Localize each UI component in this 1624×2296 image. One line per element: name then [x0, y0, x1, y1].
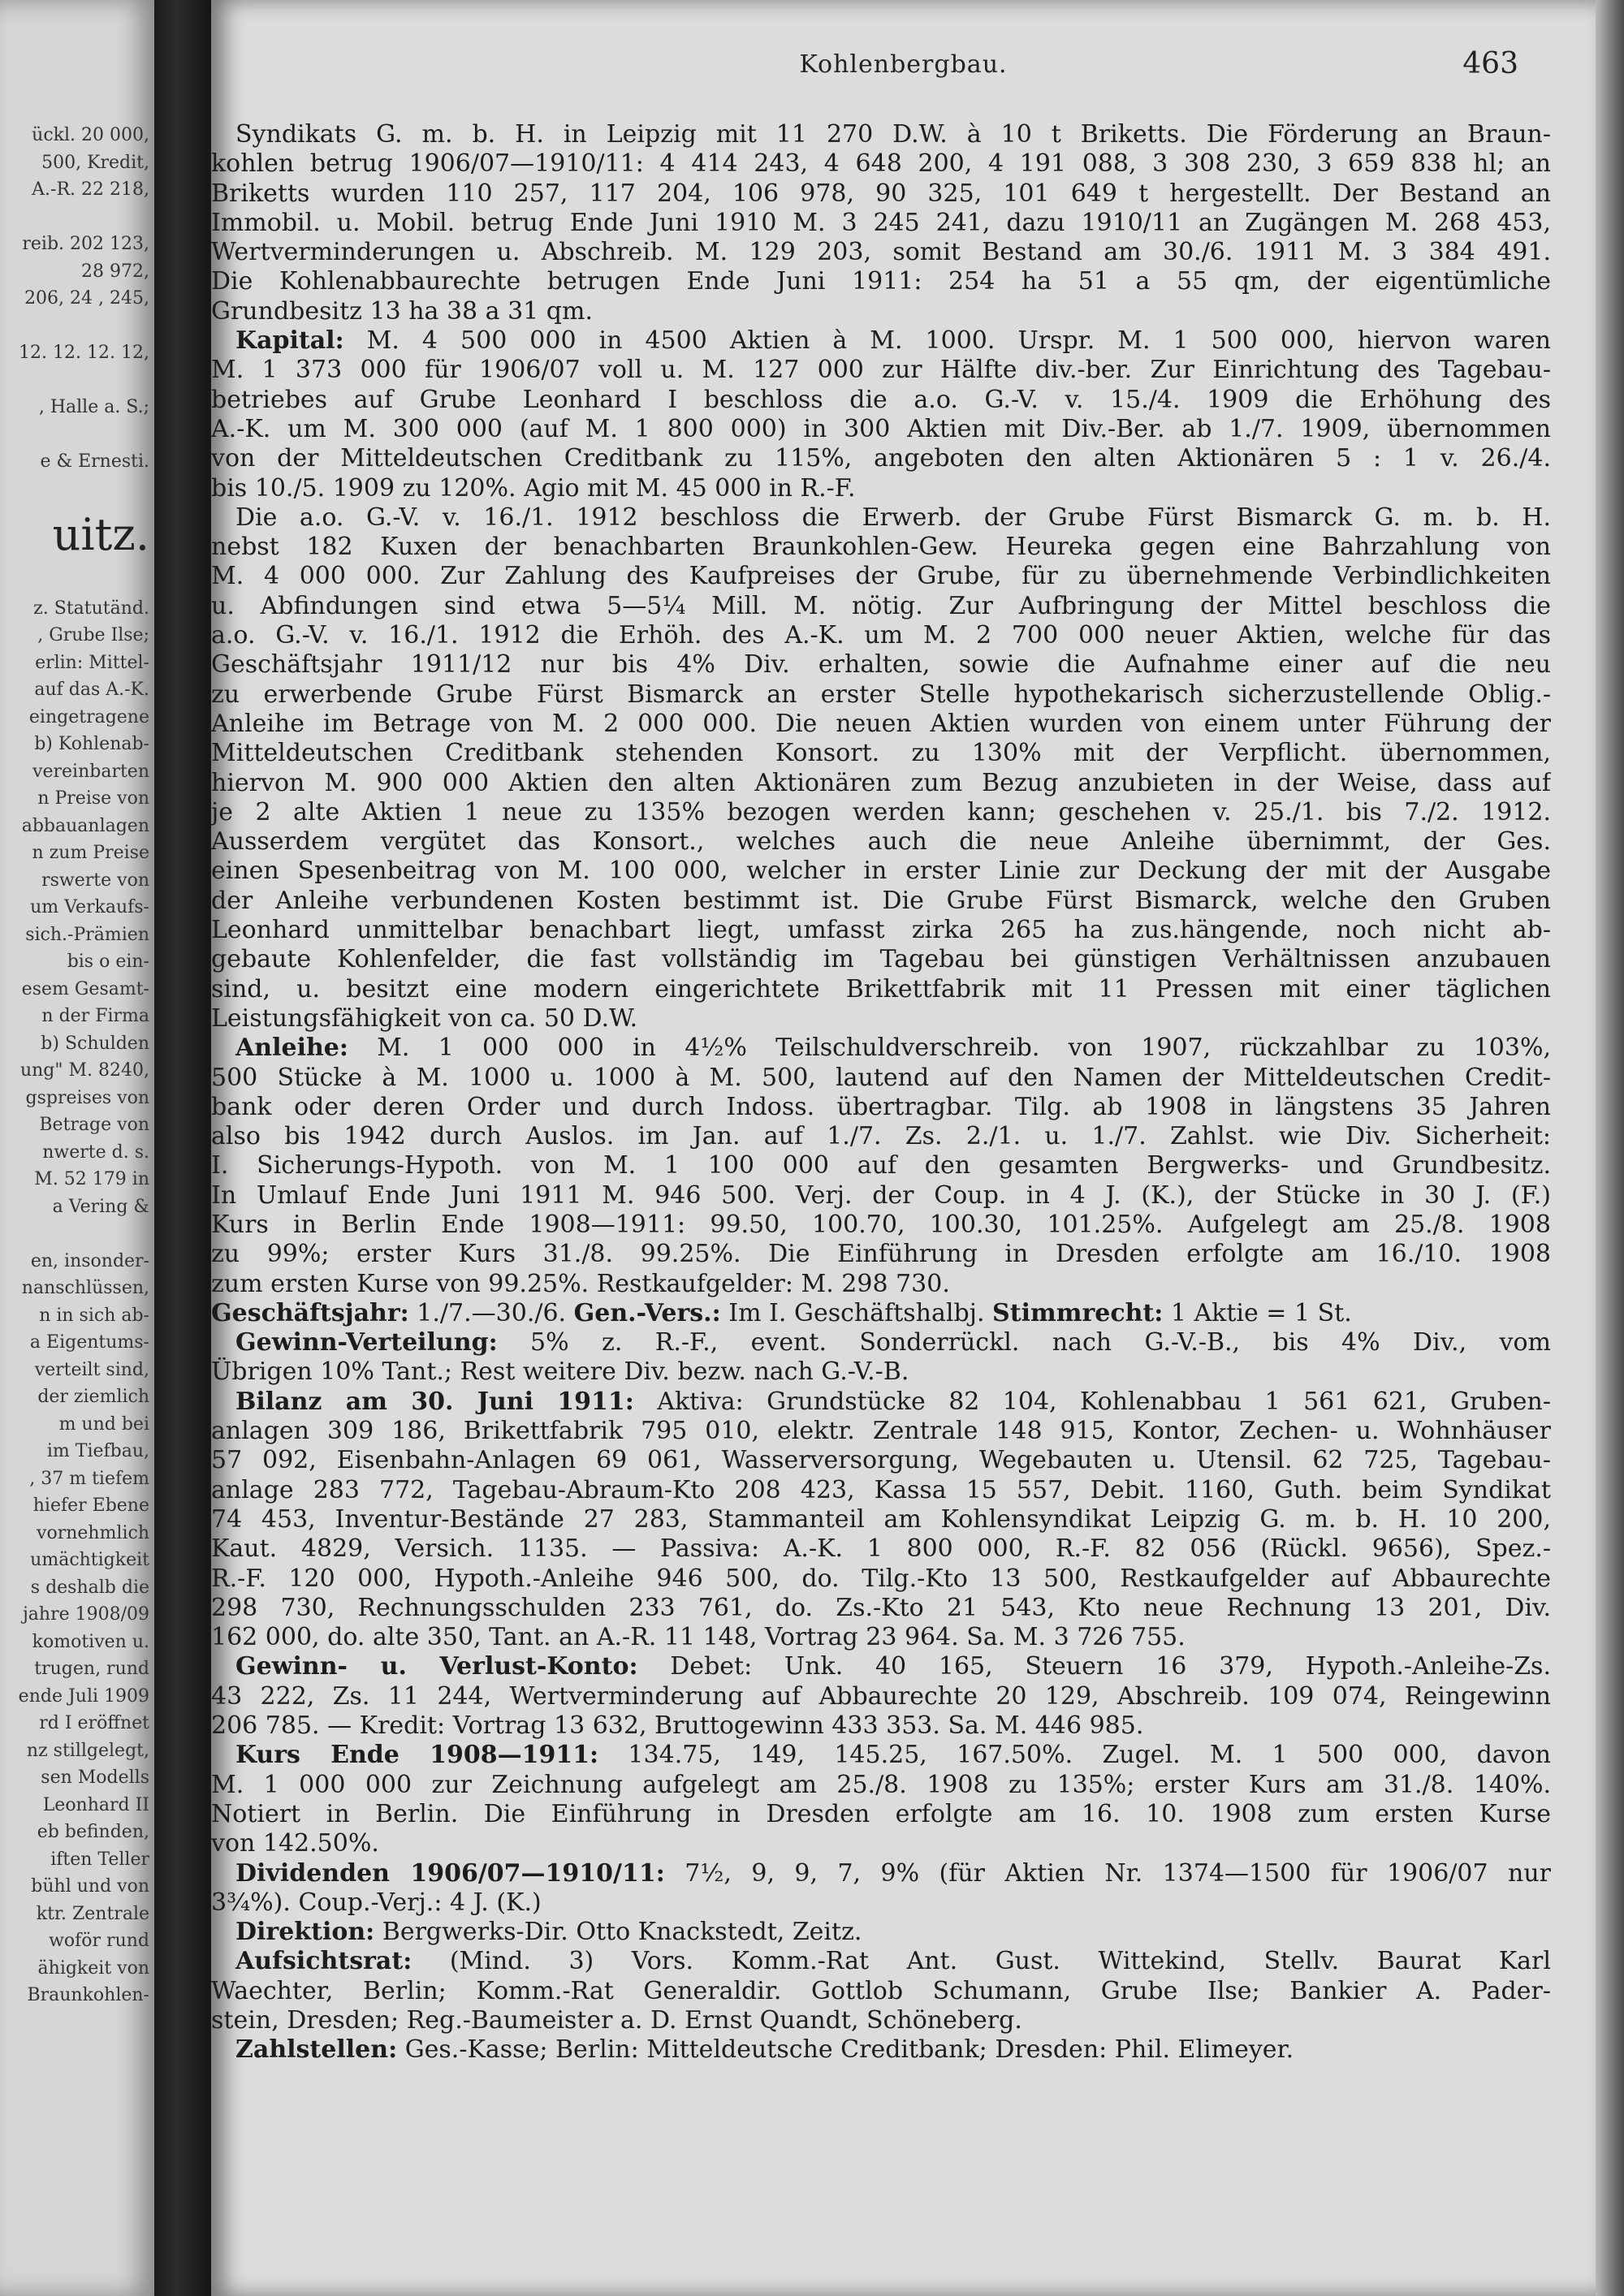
- left-page-line: a Eigentums-: [29, 1332, 149, 1353]
- left-page-line: b) Schulden: [41, 1033, 149, 1054]
- left-page-line: iften Teller: [50, 1849, 149, 1870]
- left-page-line: esem Gesamt-: [21, 978, 149, 999]
- text-line: [211, 1181, 1551, 1211]
- text-run: a.o. G.-V. v. 16./1. 1912 die Erhöh. des A.-K. um M. 2 700 000 neuer Aktien, welche für das: [211, 621, 1551, 650]
- text-run: Leonhard unmittelbar benachbart liegt, umfasst zirka 265 ha zus.hängende, noch nicht ab-: [211, 916, 1551, 945]
- section-heading: Gewinn- u. Verlust-Konto:: [211, 1652, 638, 1681]
- text-run: sind, u. besitzt eine modern eingerichtete Brikettfabrik mit 11 Pressen mit einer täglichen: [211, 974, 1551, 1003]
- section-heading: Gen.-Vers.:: [573, 1298, 721, 1327]
- left-page-line: , Halle a. S.;: [38, 397, 149, 417]
- paragraph: [211, 503, 1551, 1034]
- left-page-line: nwerte d. s.: [42, 1142, 149, 1163]
- paragraph: [211, 2035, 1551, 2065]
- left-page-line: eingetragene: [28, 706, 149, 727]
- left-page-line: uitz.: [52, 509, 149, 560]
- left-page-line: vornehmlich: [37, 1522, 149, 1543]
- running-head: Kohlenbergbau.: [799, 50, 1008, 79]
- page-body: [211, 120, 1551, 2065]
- text-line: [211, 1771, 1551, 1800]
- text-line: [211, 1800, 1551, 1829]
- text-run: betriebes auf Grube Leonhard I beschloss die a.o. G.-V. v. 15./4. 1909 die Erhöhung des: [211, 385, 1551, 414]
- text-run: Bergwerks-Dir. Otto Knackstedt, Zeitz.: [374, 1918, 862, 1947]
- paragraph: [211, 1328, 1551, 1388]
- text-line: [211, 1211, 1551, 1240]
- text-line: [211, 1240, 1551, 1269]
- text-line: [211, 1859, 1551, 1888]
- text-run: Leistungsfähigkeit von ca. 50 D.W.: [211, 1003, 638, 1033]
- text-run: R.-F. 120 000, Hypoth.-Anleihe 946 500, do. Tilg.-Kto 13 500, Restkaufgelder auf Abbaurechte: [211, 1564, 1551, 1593]
- text-run: Wertverminderungen u. Abschreib. M. 129 203, somit Bestand am 30./6. 1911 M. 3 384 491.: [211, 238, 1551, 267]
- text-line: [211, 769, 1551, 798]
- text-run: I. Sicherungs-Hypoth. von M. 1 100 000 auf den gesamten Bergwerks- und Grundbesitz.: [211, 1151, 1551, 1180]
- left-page-line: 206, 24 , 245,: [24, 288, 149, 309]
- text-run: 162 000, do. alte 350, Tant. an A.-R. 11 148, Vortrag 23 964. Sa. M. 3 726 755.: [211, 1623, 1186, 1652]
- left-page-line: bühl und von: [31, 1876, 149, 1897]
- text-line: [211, 1093, 1551, 1122]
- text-line: [211, 887, 1551, 916]
- left-page-line: bis o ein-: [67, 952, 149, 972]
- text-run: Im I. Geschäftshalbj.: [720, 1298, 993, 1327]
- section-heading: Geschäftsjahr:: [211, 1298, 409, 1327]
- text-line: [211, 1446, 1551, 1475]
- text-line: [211, 1888, 1551, 1918]
- left-page-line: a Vering &: [52, 1196, 149, 1217]
- left-page-line: jahre 1908/09: [22, 1604, 149, 1625]
- left-page-line: rswerte von: [41, 870, 149, 891]
- left-page-line: M. 52 179 in: [34, 1169, 149, 1189]
- left-page-line: n Preise von: [37, 788, 149, 809]
- left-page-line: ende Juli 1909: [18, 1685, 149, 1707]
- section-heading: Aufsichtsrat:: [211, 1947, 412, 1976]
- text-run: M. 1 373 000 für 1906/07 voll u. M. 127 000 zur Hälfte div.-ber. Zur Einrichtung des Tagebau-: [211, 356, 1551, 385]
- text-run: 7½, 9, 9, 7, 9% (für Aktien Nr. 1374—1500 für 1906/07 nur: [664, 1858, 1551, 1888]
- text-line: [211, 562, 1551, 591]
- text-run: 206 785. — Kredit: Vortrag 13 632, Bruttogewinn 433 353. Sa. M. 446 985.: [211, 1711, 1144, 1741]
- left-page-line: ktr. Zentrale: [36, 1903, 149, 1924]
- text-line: [211, 2006, 1551, 2035]
- text-run: M. 4 000 000. Zur Zahlung des Kaufpreises der Grube, für zu übernehmende Verbindlichkeiten: [211, 562, 1551, 591]
- left-page-line: [5, 313, 149, 340]
- paragraph: [211, 326, 1551, 503]
- text-run: Mitteldeutschen Creditbank stehenden Konsort. zu 130% mit der Verpflicht. übernommen,: [211, 739, 1551, 768]
- left-page-line: n zum Preise: [32, 843, 149, 863]
- text-line: [211, 798, 1551, 827]
- text-line: [211, 1741, 1551, 1770]
- text-run: Die Kohlenabbaurechte betrugen Ende Juni 1911: 254 ha 51 a 55 qm, der eigentümliche: [211, 267, 1551, 296]
- left-page-line: trugen, rund: [34, 1659, 149, 1679]
- text-line: [211, 179, 1551, 209]
- text-line: [211, 1534, 1551, 1564]
- text-line: [211, 1564, 1551, 1594]
- text-run: bis 10./5. 1909 zu 120%. Agio mit M. 45 000 in R.-F.: [211, 473, 856, 503]
- left-page-line: komotiven u.: [32, 1631, 149, 1652]
- text-run: Aktiva: Grundstücke 82 104, Kohlenabbau 1 561 621, Gruben-: [633, 1387, 1551, 1416]
- text-line: [211, 1682, 1551, 1711]
- left-page-line: abbauanlagen: [21, 815, 149, 836]
- left-page-line: rd I eröffnet: [39, 1713, 149, 1733]
- left-page-line: Betrage von: [39, 1115, 149, 1135]
- text-line: [211, 1299, 1551, 1328]
- left-page-line: 500, Kredit,: [41, 152, 149, 173]
- text-line: [211, 386, 1551, 415]
- text-run: 74 453, Inventur-Bestände 27 283, Stammanteil am Kohlensyndikat Leipzig G. m. b. H. 10 200,: [211, 1504, 1551, 1534]
- text-line: [211, 1388, 1551, 1417]
- left-page-line: sich.-Prämien: [25, 924, 149, 945]
- text-run: bank oder deren Order und durch Indoss. übertragbar. Tilg. ab 1908 in längstens 35 Jahren: [211, 1092, 1551, 1121]
- left-page-line: nanschlüssen,: [21, 1278, 149, 1298]
- text-run: 5% z. R.-F., event. Sonderrückl. nach G.-V.-B., bis 4% Div., vom: [497, 1328, 1551, 1357]
- left-page-line: umächtigkeit: [30, 1550, 149, 1570]
- text-line: [211, 1505, 1551, 1534]
- text-run: zu 99%; erster Kurs 31./8. 99.25%. Die Einführung in Dresden erfolgte am 16./10. 1908: [211, 1240, 1551, 1269]
- text-run: also bis 1942 durch Auslos. im Jan. auf 1./7. Zs. 2./1. u. 1./7. Zahlst. wie Div. Sicherheit:: [211, 1122, 1551, 1151]
- left-page-line: verteilt sind,: [34, 1359, 149, 1380]
- text-run: 134.75, 149, 145.25, 167.50%. Zugel. M. 1 500 000, davon: [598, 1741, 1551, 1770]
- text-line: [211, 1357, 1551, 1387]
- text-line: [211, 415, 1551, 444]
- left-page-line: vereinbarten: [32, 761, 149, 782]
- left-page-line: A.-R. 22 218,: [32, 179, 149, 200]
- left-page-line: ung" M. 8240,: [19, 1060, 149, 1081]
- text-line: [211, 1623, 1551, 1652]
- left-page-line: , Grube Ilse;: [37, 625, 149, 645]
- text-run: 500 Stücke à M. 1000 u. 1000 à M. 500, lautend auf den Namen der Mitteldeutschen Credit-: [211, 1063, 1551, 1092]
- text-run: Syndikats G. m. b. H. in Leipzig mit 11 270 D.W. à 10 t Briketts. Die Förderung an Braun-: [211, 120, 1551, 149]
- text-line: [211, 474, 1551, 503]
- paragraph: [211, 1918, 1551, 1947]
- left-page-line: [5, 204, 149, 231]
- section-heading: Kapital:: [211, 326, 344, 356]
- text-run: 3¾%). Coup.-Verj.: 4 J. (K.): [211, 1888, 542, 1917]
- text-line: [211, 533, 1551, 562]
- left-page-line: [5, 568, 149, 595]
- text-line: [211, 1328, 1551, 1357]
- text-line: [211, 297, 1551, 326]
- text-run: In Umlauf Ende Juni 1911 M. 946 500. Verj. der Coup. in 4 J. (K.), der Stücke in 30 J. (F.): [211, 1180, 1551, 1210]
- text-line: [211, 621, 1551, 650]
- text-run: Ausserdem vergütet das Konsort., welches auch die neue Anleihe übernimmt, der Ges.: [211, 827, 1551, 857]
- text-line: [211, 857, 1551, 886]
- left-page-line: auf das A.-K.: [34, 680, 149, 700]
- text-line: [211, 1711, 1551, 1741]
- text-run: stein, Dresden; Reg.-Baumeister a. D. Ernst Quandt, Schöneberg.: [211, 2006, 1022, 2035]
- text-line: [211, 209, 1551, 238]
- section-heading: Gewinn-Verteilung:: [211, 1328, 498, 1357]
- text-run: 43 222, Zs. 11 244, Wertverminderung auf Abbaurechte 20 129, Abschreib. 109 074, Reingewinn: [211, 1681, 1551, 1711]
- text-run: anlage 283 772, Tagebau-Abraum-Kto 208 423, Kassa 15 557, Debit. 1160, Guth. beim Syndikat: [211, 1475, 1551, 1504]
- text-run: Kaut. 4829, Versich. 1135. — Passiva: A.-K. 1 800 000, R.-F. 82 056 (Rückl. 9656), Spez.-: [211, 1534, 1551, 1564]
- text-run: Anleihe im Betrage von M. 2 000 000. Die neuen Aktien wurden von einem unter Führung der: [211, 709, 1551, 738]
- left-page-line: ückl. 20 000,: [32, 125, 149, 145]
- left-page-line: n der Firma: [41, 1006, 149, 1026]
- text-run: Briketts wurden 110 257, 117 204, 106 978, 90 325, 101 649 t hergestellt. Der Bestand an: [211, 179, 1551, 208]
- text-run: Waechter, Berlin; Komm.-Rat Generaldir. Gottlob Schumann, Grube Ilse; Bankier A. Pader-: [211, 1976, 1551, 2005]
- left-page-line: [5, 476, 149, 503]
- section-heading: Kurs Ende 1908—1911:: [211, 1741, 599, 1770]
- text-line: [211, 1151, 1551, 1180]
- text-line: [211, 238, 1551, 267]
- text-line: [211, 120, 1551, 149]
- paragraph: [211, 1741, 1551, 1858]
- text-run: Debet: Unk. 40 165, Steuern 16 379, Hypoth.-Anleihe-Zs.: [637, 1652, 1551, 1681]
- paragraph: [211, 120, 1551, 326]
- text-run: 57 092, Eisenbahn-Anlagen 69 061, Wasserversorgung, Wegebauten u. Utensil. 62 725, Tagebau-: [211, 1446, 1551, 1475]
- paragraph: [211, 1947, 1551, 2035]
- left-page-line: n in sich ab-: [39, 1305, 149, 1326]
- text-run: Grundbesitz 13 ha 38 a 31 qm.: [211, 296, 593, 326]
- text-run: (Mind. 3) Vors. Komm.-Rat Ant. Gust. Wittekind, Stellv. Baurat Karl: [412, 1947, 1551, 1976]
- left-page-line: [5, 1220, 149, 1248]
- text-line: [211, 1270, 1551, 1299]
- text-run: Ges.-Kasse; Berlin: Mitteldeutsche Creditbank; Dresden: Phil. Elimeyer.: [397, 2035, 1294, 2065]
- text-line: [211, 945, 1551, 974]
- left-page-line: ähigkeit von: [37, 1957, 149, 1979]
- text-run: 1 Aktie = 1 St.: [1163, 1298, 1352, 1327]
- left-page-line: gspreises von: [25, 1087, 149, 1108]
- text-line: [211, 444, 1551, 473]
- paragraph: [211, 1388, 1551, 1653]
- text-run: Geschäftsjahr 1911/12 nur bis 4% Div. erhalten, sowie die Aufnahme einer auf die neu: [211, 650, 1551, 680]
- text-run: M. 1 000 000 zur Zeichnung aufgelegt am 25./8. 1908 zu 135%; erster Kurs am 31./8. 140%.: [211, 1770, 1551, 1799]
- text-run: gebaute Kohlenfelder, die fast vollständig im Tagebau bei günstigen Verhältnissen anzubauen: [211, 945, 1551, 974]
- text-run: M. 1 000 000 in 4½% Teilschuldverschreib. von 1907, rückzahlbar zu 103%,: [348, 1034, 1551, 1063]
- text-line: [211, 1977, 1551, 2006]
- page-number: 463: [1462, 47, 1518, 80]
- text-run: der Anleihe verbundenen Kosten bestimmt ist. Die Grube Fürst Bismarck, welche den Gruben: [211, 886, 1551, 915]
- text-run: Übrigen 10% Tant.; Rest weitere Div. bezw. nach G.-V.-B.: [211, 1357, 909, 1387]
- text-run: einen Spesenbeitrag von M. 100 000, welcher in erster Linie zur Deckung der mit der Ausgabe: [211, 857, 1551, 886]
- left-page-line: b) Kohlenab-: [34, 734, 149, 754]
- book-gutter: [154, 0, 211, 2296]
- text-line: [211, 1918, 1551, 1947]
- left-page-line: woför rund: [49, 1931, 149, 1951]
- text-line: [211, 356, 1551, 385]
- text-run: 1./7.—30./6.: [408, 1298, 574, 1327]
- left-page-line: Leonhard II: [42, 1794, 149, 1815]
- paragraph: [211, 1859, 1551, 1918]
- left-page-line: s deshalb die: [30, 1577, 149, 1598]
- text-run: Kurs in Berlin Ende 1908—1911: 99.50, 100.70, 100.30, 101.25%. Aufgelegt am 25./8. 1908: [211, 1210, 1551, 1239]
- left-page-line: Braunkohlen-: [27, 1985, 149, 2005]
- text-run: hiervon M. 900 000 Aktien den alten Aktionären zum Bezug anzubieten in der Weise, dass auf: [211, 768, 1551, 797]
- text-run: anlagen 309 186, Brikettfabrik 795 010, elektr. Zentrale 148 915, Kontor, Zechen- u. Wohnhäuser: [211, 1417, 1551, 1446]
- section-heading: Bilanz am 30. Juni 1911:: [211, 1387, 634, 1416]
- left-page-line: erlin: Mittel-: [35, 652, 149, 673]
- text-run: Immobil. u. Mobil. betrug Ende Juni 1910 M. 3 245 241, dazu 1910/11 an Zugängen M. 268 453,: [211, 208, 1551, 237]
- left-page-line: 12. 12. 12. 12,: [19, 343, 149, 363]
- text-run: je 2 alte Aktien 1 neue zu 135% bezogen werden kann; geschehen v. 25./1. bis 7./2. 1912.: [211, 797, 1551, 826]
- page-edge: [1596, 0, 1624, 2296]
- section-heading: Stimmrecht:: [992, 1298, 1164, 1327]
- text-line: [211, 1417, 1551, 1446]
- text-line: [211, 1652, 1551, 1681]
- text-run: 298 730, Rechnungsschulden 233 761, do. Zs.-Kto 21 543, Kto neue Rechnung 13 201, Div.: [211, 1593, 1551, 1622]
- left-page-line: z. Statutänd.: [33, 598, 149, 619]
- text-line: [211, 326, 1551, 356]
- section-heading: Dividenden 1906/07—1910/11:: [211, 1858, 665, 1888]
- left-page-line: um Verkaufs-: [30, 897, 149, 917]
- left-page-line: reib. 202 123,: [22, 234, 149, 254]
- text-line: [211, 592, 1551, 621]
- text-line: [211, 149, 1551, 179]
- text-line: [211, 975, 1551, 1004]
- text-line: [211, 1004, 1551, 1034]
- text-run: A.-K. um M. 300 000 (auf M. 1 800 000) in 300 Aktien mit Div.-Ber. ab 1./7. 1909, übernommen: [211, 414, 1551, 443]
- section-heading: Anleihe:: [211, 1034, 348, 1063]
- paragraph: [211, 1034, 1551, 1299]
- text-line: [211, 1034, 1551, 1063]
- left-page-line: [5, 367, 149, 395]
- text-line: [211, 1947, 1551, 1976]
- text-run: u. Abfindungen sind etwa 5—5¼ Mill. M. nötig. Zur Aufbringung der Mittel beschloss die: [211, 591, 1551, 620]
- text-line: [211, 1122, 1551, 1151]
- text-run: nebst 182 Kuxen der benachbarten Braunkohlen-Gew. Heureka gegen eine Bahrzahlung von: [211, 533, 1551, 562]
- left-page-line: hiefer Ebene: [32, 1495, 149, 1516]
- left-page-line: eb befinden,: [37, 1822, 149, 1842]
- text-run: kohlen betrug 1906/07—1910/11: 4 414 243, 4 648 200, 4 191 088, 3 308 230, 3 659 838 hl; an: [211, 149, 1551, 179]
- left-page-line: der ziemlich: [37, 1387, 149, 1407]
- paragraph: [211, 1652, 1551, 1741]
- text-run: M. 4 500 000 in 4500 Aktien à M. 1000. Urspr. M. 1 500 000, hiervon waren: [343, 326, 1551, 356]
- text-line: [211, 2035, 1551, 2065]
- text-line: [211, 650, 1551, 680]
- left-page-text: [5, 122, 149, 2009]
- text-line: [211, 680, 1551, 710]
- left-page-line: m und bei: [58, 1413, 149, 1435]
- left-page-line: sen Modells: [41, 1767, 149, 1788]
- left-page-line: [5, 421, 149, 449]
- text-run: zu erwerbende Grube Fürst Bismarck an erster Stelle hypothekarisch sicherzustellende Oblig.-: [211, 680, 1551, 709]
- left-page-margin: [0, 0, 154, 2296]
- text-line: [211, 1829, 1551, 1858]
- text-line: [211, 1594, 1551, 1623]
- left-page-line: , 37 m tiefem: [29, 1468, 149, 1489]
- text-run: von der Mitteldeutschen Creditbank zu 115%, angeboten den alten Aktionären 5 : 1 v. 26./4.: [211, 444, 1551, 473]
- text-run: Die a.o. G.-V. v. 16./1. 1912 beschloss die Erwerb. der Grube Fürst Bismarck G. m. b. H.: [211, 503, 1551, 532]
- text-run: von 142.50%.: [211, 1829, 379, 1858]
- left-page-line: nz stillgelegt,: [26, 1740, 149, 1761]
- text-line: [211, 1476, 1551, 1505]
- text-line: [211, 827, 1551, 857]
- text-run: Notiert in Berlin. Die Einführung in Dresden erfolgte am 16. 10. 1908 zum ersten Kurse: [211, 1799, 1551, 1828]
- text-run: zum ersten Kurse von 99.25%. Restkaufgelder: M. 298 730.: [211, 1269, 950, 1298]
- text-line: [211, 503, 1551, 533]
- text-line: [211, 1064, 1551, 1093]
- text-line: [211, 267, 1551, 296]
- text-line: [211, 739, 1551, 768]
- left-page-line: en, insonder-: [30, 1250, 149, 1271]
- left-page-line: e & Ernesti.: [40, 451, 149, 472]
- paragraph: [211, 1299, 1551, 1328]
- left-page-line: im Tiefbau,: [46, 1441, 149, 1461]
- book-page: [211, 0, 1596, 2296]
- text-line: [211, 916, 1551, 945]
- section-heading: Zahlstellen:: [211, 2035, 398, 2065]
- left-page-line: 28 972,: [81, 261, 149, 282]
- section-heading: Direktion:: [211, 1918, 375, 1947]
- text-line: [211, 710, 1551, 739]
